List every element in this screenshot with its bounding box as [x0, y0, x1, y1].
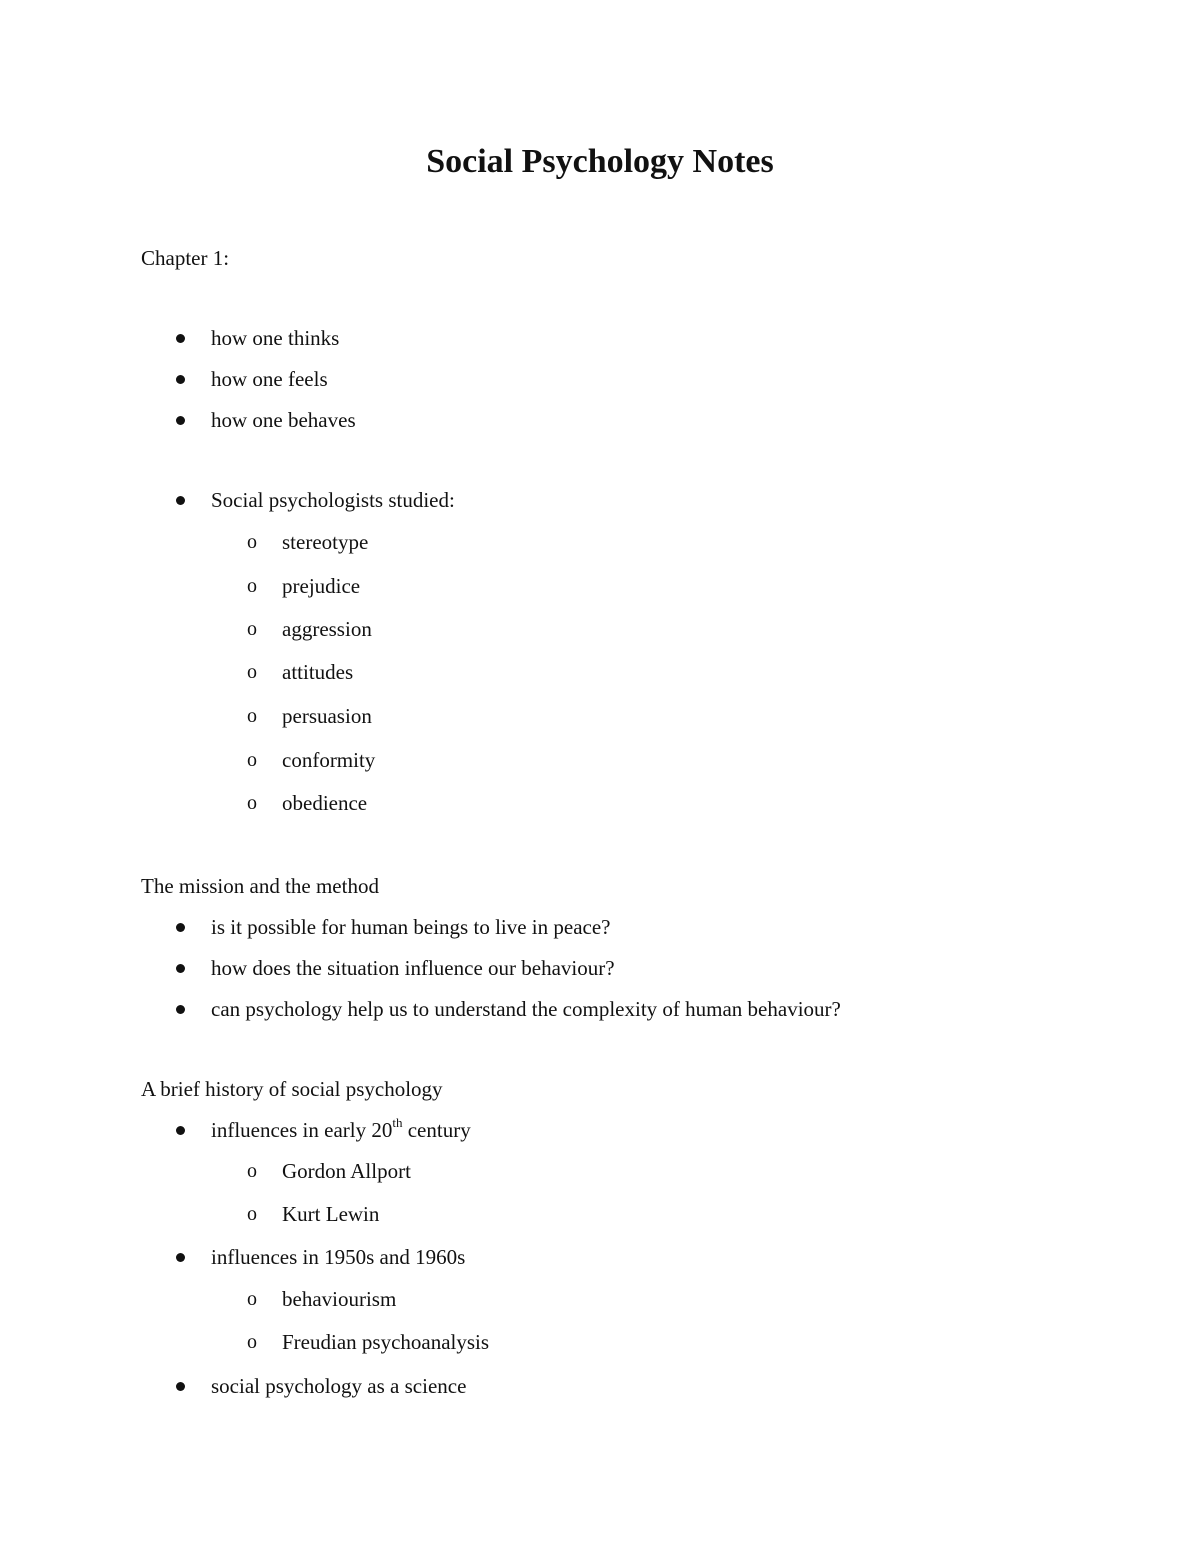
sub-list-item: aggression	[282, 617, 372, 641]
circle-bullet-icon: o	[247, 705, 257, 727]
list-item: is it possible for human beings to live in peace?	[211, 915, 611, 939]
sub-list-item: behaviourism	[282, 1287, 397, 1311]
list-item: Social psychologists studied:	[211, 488, 455, 512]
sub-list-item: attitudes	[282, 660, 354, 684]
chapter-heading: Chapter 1:	[141, 246, 230, 270]
list-item: how one thinks	[211, 326, 340, 350]
circle-bullet-icon: o	[247, 749, 257, 771]
sub-list-item: Gordon Allport	[282, 1159, 411, 1183]
bullet-icon	[176, 416, 185, 425]
circle-bullet-icon: o	[247, 618, 257, 640]
page-title: Social Psychology Notes	[426, 143, 774, 180]
circle-bullet-icon: o	[247, 1288, 257, 1310]
sub-list-item: Kurt Lewin	[282, 1202, 380, 1226]
sub-list-item: obedience	[282, 791, 368, 815]
mission-heading: The mission and the method	[141, 874, 379, 898]
list-item-text: influences in early 20	[211, 1118, 393, 1142]
circle-bullet-icon: o	[247, 1331, 257, 1353]
list-item: social psychology as a science	[211, 1374, 467, 1398]
sub-list-item: Freudian psychoanalysis	[282, 1330, 490, 1354]
circle-bullet-icon: o	[247, 1160, 257, 1182]
list-item: how one feels	[211, 367, 328, 391]
bullet-icon	[176, 1382, 185, 1391]
bullet-icon	[176, 334, 185, 343]
list-item	[211, 1116, 471, 1144]
circle-bullet-icon: o	[247, 661, 257, 683]
sub-list-item: persuasion	[282, 704, 372, 728]
list-item: can psychology help us to understand the complexity of human behaviour?	[211, 997, 841, 1021]
bullet-icon	[176, 375, 185, 384]
bullet-icon	[176, 496, 185, 505]
history-heading: A brief history of social psychology	[141, 1077, 443, 1101]
superscript: th	[392, 1115, 403, 1130]
bullet-icon	[176, 1253, 185, 1262]
list-item-text: century	[402, 1118, 471, 1142]
list-item: influences in 1950s and 1960s	[211, 1245, 466, 1269]
circle-bullet-icon: o	[247, 575, 257, 597]
list-item: how one behaves	[211, 408, 356, 432]
bullet-icon	[176, 1126, 185, 1135]
circle-bullet-icon: o	[247, 792, 257, 814]
sub-list-item: stereotype	[282, 530, 369, 554]
list-item: how does the situation influence our behaviour?	[211, 956, 615, 980]
bullet-icon	[176, 1005, 185, 1014]
circle-bullet-icon: o	[247, 1203, 257, 1225]
bullet-icon	[176, 923, 185, 932]
sub-list-item: conformity	[282, 748, 376, 772]
circle-bullet-icon: o	[247, 531, 257, 553]
bullet-icon	[176, 964, 185, 973]
sub-list-item: prejudice	[282, 574, 361, 598]
